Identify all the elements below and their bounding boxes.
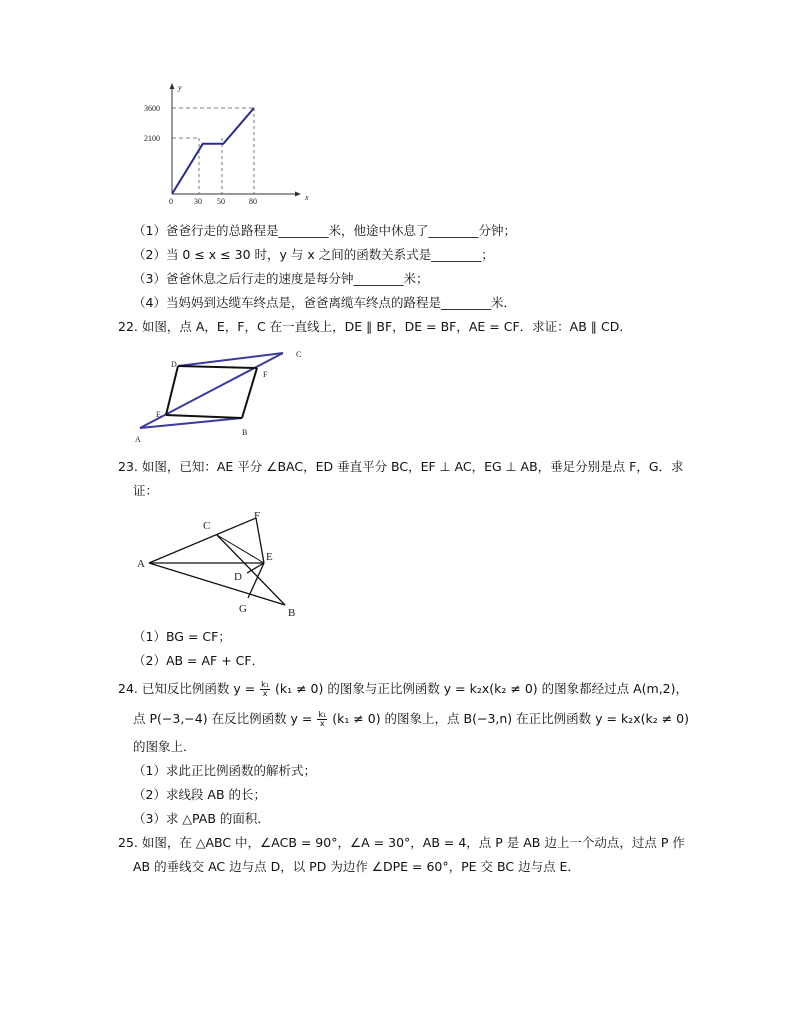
label-A: A	[135, 435, 141, 444]
label-B: B	[242, 428, 248, 437]
q23-figure	[135, 508, 305, 623]
fraction	[317, 711, 327, 728]
q24-part-2: （2）求线段 AB 的长；	[133, 787, 267, 802]
fraction-num: k₁	[261, 680, 269, 689]
segment-DE	[166, 366, 178, 415]
q23-part-2: （2）AB = AF + CF．	[133, 653, 265, 668]
q21-part-2: （2）当 0 ≤ x ≤ 30 时，y 与 x 之间的函数关系式是________；	[133, 247, 494, 262]
q24-part-3: （3）求 △PAB 的面积．	[133, 811, 270, 826]
q23-line-2: 证：	[133, 483, 159, 498]
q25-line-2: AB 的垂线交 AC 边与点 D，以 PD 为边作 ∠DPE = 60°，PE 交 BC 边与点 E．	[133, 859, 580, 874]
label-D: D	[234, 571, 242, 583]
q22-figure	[130, 345, 310, 445]
fraction-num: k₁	[318, 710, 327, 719]
y-tick-2100: 2100	[144, 134, 160, 143]
q24-line-2-end: (k₁ ≠ 0) 的图象上，点 B(−3,n) 在正比例函数 y = k₂x(k₂ ≠ 0)	[332, 711, 689, 726]
segment-FB	[242, 368, 257, 418]
fraction-den: x	[319, 719, 325, 728]
q25-line-1: 25. 如图，在 △ABC 中，∠ACB = 90°，∠A = 30°，AB = 4，点 P 是 AB 边上一个动点，过点 P 作	[118, 835, 685, 850]
label-F: F	[254, 510, 261, 522]
label-B: B	[288, 607, 296, 619]
q22-text: 22. 如图，点 A，E，F，C 在一直线上，DE ∥ BF，DE = BF，AE = CF．求证：AB ∥ CD．	[118, 319, 632, 334]
x-tick-0: 0	[169, 197, 173, 206]
q24-part-1: （1）求此正比例函数的解析式；	[133, 763, 316, 778]
x-tick-30: 30	[194, 197, 202, 206]
fraction	[260, 681, 270, 698]
label-A: A	[137, 558, 145, 570]
q24-line-3: 的图象上．	[133, 739, 196, 754]
q21-part-3: （3）爸爸休息之后行走的速度是每分钟________米；	[133, 271, 429, 286]
segment-DF	[178, 366, 257, 368]
label-C: C	[203, 520, 211, 532]
label-E: E	[266, 551, 273, 563]
q24-line-2-start: 点 P(−3,−4) 在反比例函数 y =	[133, 711, 313, 726]
label-E: E	[156, 410, 161, 419]
segment-CD	[178, 353, 283, 366]
q21-part-4: （4）当妈妈到达缆车终点是，爸爸离缆车终点的路程是________米．	[133, 295, 516, 310]
x-tick-80: 80	[249, 197, 257, 206]
series-line	[172, 108, 254, 194]
q24-line-2	[133, 710, 689, 728]
fraction-den: x	[262, 689, 268, 698]
q24-line-1	[118, 680, 688, 698]
label-F: F	[263, 370, 268, 379]
q23-line-1: 23. 如图，已知：AE 平分 ∠BAC，ED 垂直平分 BC，EF ⊥ AC，EG ⊥ AB，垂足分别是点 F，G．求	[118, 459, 684, 474]
q23-part-1: （1）BG = CF；	[133, 629, 231, 644]
y-axis-label: y	[178, 83, 182, 92]
x-axis-label: x	[305, 193, 309, 202]
y-tick-3600: 3600	[144, 104, 160, 113]
segment-EB	[166, 415, 242, 418]
x-axis-arrow	[295, 192, 301, 197]
q21-chart	[140, 80, 320, 210]
x-tick-50: 50	[217, 197, 225, 206]
q21-part-1: （1）爸爸行走的总路程是________米，他途中休息了________分钟；	[133, 223, 516, 238]
label-D: D	[171, 360, 177, 369]
y-axis-arrow	[170, 83, 175, 89]
segment-FE	[256, 518, 264, 563]
q24-line-1-end: (k₁ ≠ 0) 的图象与正比例函数 y = k₂x(k₂ ≠ 0) 的图象都经过点 A(m,2)，	[274, 681, 689, 696]
label-C: C	[296, 350, 302, 359]
label-G: G	[239, 603, 247, 615]
q24-line-1-start: 24. 已知反比例函数 y =	[118, 681, 256, 696]
